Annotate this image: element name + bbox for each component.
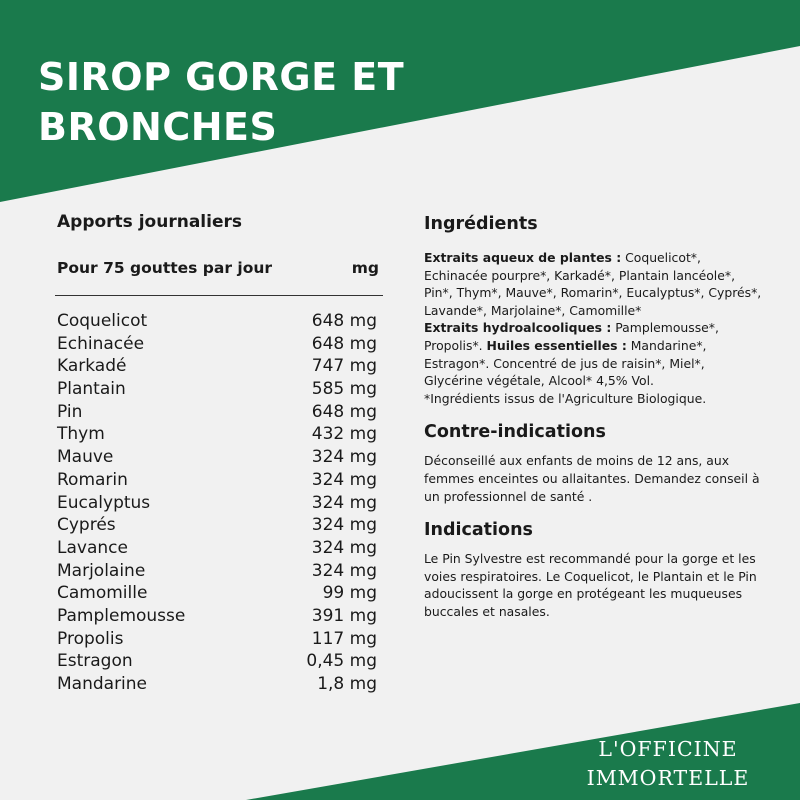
- nutrient-name: Pamplemousse: [57, 605, 186, 626]
- nutrient-value: 1,8 mg: [317, 674, 377, 694]
- nutrient-row: [57, 492, 383, 515]
- daily-intake-section: [57, 212, 383, 696]
- nutrient-name: Mandarine: [57, 674, 148, 694]
- nutrient-row: [57, 355, 383, 378]
- title-line-1: SIROP GORGE ET: [38, 55, 405, 99]
- nutrient-name: Romarin: [57, 469, 128, 490]
- nutrient-row: [57, 423, 383, 446]
- brand-logo: [568, 735, 768, 793]
- nutrient-name: Plantain: [57, 379, 126, 400]
- dose-header-row: [57, 259, 383, 277]
- title-line-2: BRONCHES: [38, 105, 278, 149]
- nutrient-name: Propolis: [57, 628, 124, 649]
- nutrient-row: [57, 582, 383, 605]
- nutrient-name: Coquelicot: [57, 311, 148, 331]
- nutrient-row: [57, 378, 383, 401]
- nutrient-value: 324 mg: [311, 469, 377, 490]
- brand-line-2: IMMORTELLE: [586, 766, 750, 790]
- nutrient-name: Lavance: [57, 537, 128, 558]
- contraindications-heading: Contre-indications: [424, 422, 606, 443]
- nutrient-value: 324 mg: [311, 492, 377, 513]
- nutrient-name: Karkadé: [57, 356, 127, 377]
- nutrient-value: 324 mg: [311, 537, 377, 558]
- nutrient-name: Pin: [57, 401, 83, 422]
- essential-oils-label: Huiles essentielles :: [486, 337, 627, 353]
- nutrient-list: [57, 310, 383, 696]
- nutrient-name: Marjolaine: [57, 560, 146, 581]
- nutrient-name: Eucalyptus: [57, 492, 151, 513]
- contraindications-text: Déconseillé aux enfants de moins de 12 ans, aux femmes enceintes ou allaitantes. Demandez conseil à un professionnel de santé .: [424, 453, 760, 504]
- nutrient-row: [57, 333, 383, 356]
- nutrient-value: 648 mg: [311, 401, 377, 422]
- ingredients-text: [424, 249, 764, 407]
- nutrient-name: Estragon: [57, 651, 133, 672]
- aqueous-label: Extraits aqueux de plantes :: [424, 250, 622, 265]
- nutrient-value: 324 mg: [311, 447, 377, 468]
- nutrient-value: 432 mg: [311, 424, 377, 445]
- nutrient-row: [57, 446, 383, 469]
- indications-heading: Indications: [424, 520, 533, 541]
- nutrient-row: [57, 628, 383, 651]
- ingredients-heading: Ingrédients: [424, 214, 538, 234]
- nutrient-value: 648 mg: [311, 333, 377, 354]
- nutrient-row: [57, 605, 383, 628]
- indications-text: Le Pin Sylvestre est recommandé pour la gorge et les voies respiratoires. Le Coquelicot, le Plantain et le Pin adoucissent la gorge en protégeant les muqueuses buccales et nasales.: [424, 551, 757, 619]
- essential-oils-list: Mandarine*, Estragon*. Concentré de jus de raisin*, Miel*, Glycérine végétale, Alcool* 4,5% Vol.: [424, 337, 707, 389]
- nutrient-value: 99 mg: [322, 583, 377, 604]
- nutrient-row: [57, 401, 383, 424]
- nutrient-name: Camomille: [57, 583, 148, 604]
- info-column: [424, 214, 764, 621]
- nutrient-value: 747 mg: [311, 356, 377, 377]
- organic-note: *Ingrédients issus de l'Agriculture Biologique.: [424, 390, 707, 406]
- nutrient-name: Mauve: [57, 447, 114, 468]
- nutrient-row: [57, 650, 383, 673]
- nutrient-value: 324 mg: [311, 515, 377, 536]
- nutrient-value: 585 mg: [311, 379, 377, 400]
- divider-line: [55, 295, 383, 296]
- nutrient-row: [57, 673, 383, 696]
- page-title: [38, 52, 598, 152]
- nutrient-value: 391 mg: [311, 605, 377, 626]
- daily-intake-heading: Apports journaliers: [57, 212, 242, 232]
- hydroalcoholic-label: Extraits hydroalcooliques :: [424, 320, 612, 336]
- nutrient-row: [57, 560, 383, 583]
- hydroalcoholic-list: Pamplemousse*, Propolis*.: [424, 320, 719, 353]
- brand-line-1: L'OFFICINE: [598, 737, 738, 761]
- nutrient-name: Echinacée: [57, 333, 145, 354]
- unit-label: mg: [351, 259, 379, 277]
- nutrient-value: 324 mg: [311, 560, 377, 581]
- nutrient-row: [57, 514, 383, 537]
- dose-label: Pour 75 gouttes par jour: [57, 259, 273, 277]
- nutrient-row: [57, 537, 383, 560]
- nutrient-value: 117 mg: [311, 628, 377, 649]
- nutrient-name: Cyprés: [57, 515, 116, 536]
- aqueous-list: Coquelicot*, Echinacée pourpre*, Karkadé*, Plantain lancéole*, Pin*, Thym*, Mauve*, Romarin*, Eucalyptus*, Cyprés*, Lavande*, Marjolaine*, Camomille*: [424, 250, 762, 318]
- nutrient-value: 0,45 mg: [306, 651, 377, 672]
- nutrient-value: 648 mg: [311, 311, 377, 331]
- nutrient-row: [57, 310, 383, 333]
- nutrient-name: Thym: [57, 424, 105, 445]
- nutrient-row: [57, 469, 383, 492]
